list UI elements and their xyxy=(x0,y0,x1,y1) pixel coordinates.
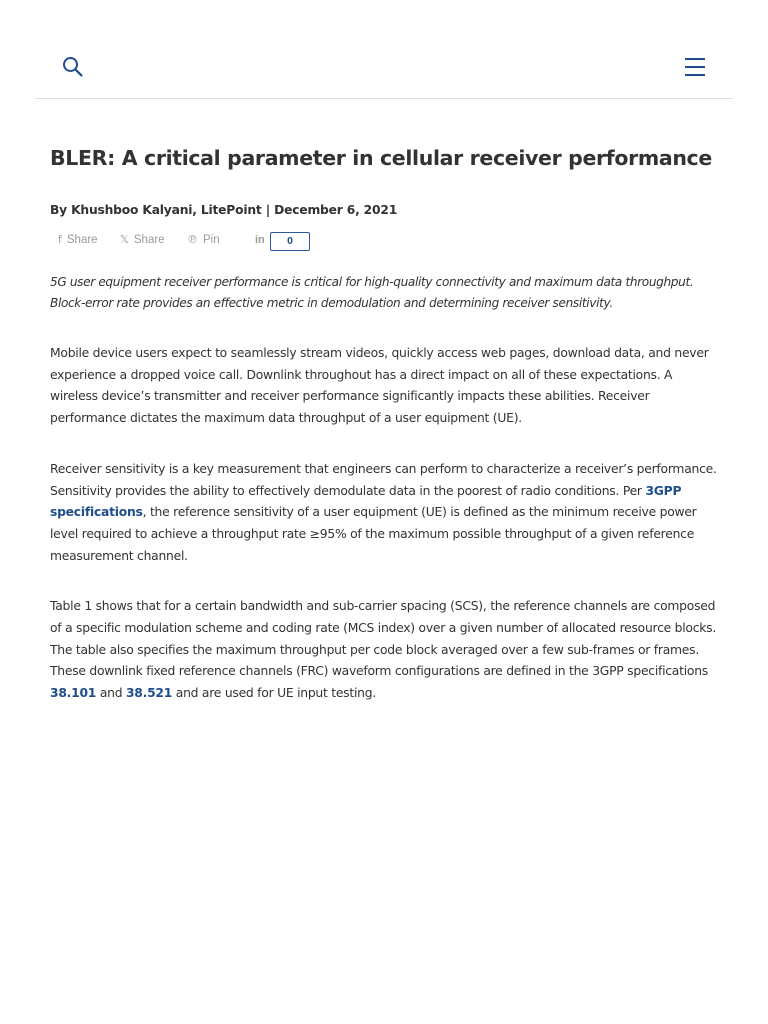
linkedin-share-count: 0 xyxy=(270,232,310,251)
article-byline: By Khushboo Kalyani, LitePoint | December 6, 2021 xyxy=(50,203,398,217)
search-button[interactable] xyxy=(61,55,85,79)
paragraph-2-text-start: Receiver sensitivity is a key measurement that engineers can perform to characterize a receiver’s performance. Sensitivity provides the ability to effectively demodulate data in the poorest of radio conditions. Per xyxy=(50,461,717,498)
linkedin-icon[interactable]: in xyxy=(255,234,265,246)
x-icon: 𝕏 xyxy=(120,233,129,246)
pinterest-pin-label: Pin xyxy=(203,234,220,246)
menu-button[interactable] xyxy=(683,56,707,78)
pinterest-icon: ℗ xyxy=(187,233,198,246)
article-title: BLER: A critical parameter in cellular receiver performance xyxy=(50,146,712,170)
article-paragraph-1: Mobile device users expect to seamlessly stream videos, quickly access web pages, download data, and never experience a dropped voice call. Downlink throughout has a direct impact on all of these expectations. A wireless device’s transmitter and receiver performance significantly impacts these abilities. Receiver performance dictates the maximum data throughput of a user equipment (UE). xyxy=(50,346,709,426)
article-paragraph-3 xyxy=(50,596,718,705)
3gpp-specifications-link[interactable]: 3GPP specifications xyxy=(50,483,682,520)
spec-38521-link[interactable]: 38.521 xyxy=(125,686,173,701)
paragraph-3-text-end: and are used for UE input testing. xyxy=(172,686,376,701)
x-share-label: Share xyxy=(133,234,165,246)
hamburger-menu-icon xyxy=(683,56,707,78)
paragraph-3-text-start: Table 1 shows that for a certain bandwidth and sub-carrier spacing (SCS), the reference channels are composed of a specific modulation scheme and coding rate (MCS index) over a given number of allocated resource blocks. The table also specifies the maximum throughput per code block averaged over a few sub-frames or frames. These downlink fixed reference channels (FRC) waveform configurations are defined in the 3GPP specifications xyxy=(50,599,716,679)
facebook-share-button[interactable] xyxy=(58,230,98,250)
article-intro: 5G user equipment receiver performance is critical for high-quality connectivity and maximum data throughput. Block-error rate provides an effective metric in demodulation and determining receiver sensitivity. xyxy=(50,275,694,310)
pinterest-pin-button[interactable] xyxy=(187,230,220,250)
site-header xyxy=(35,0,733,99)
article xyxy=(50,138,718,705)
x-share-button[interactable] xyxy=(120,230,165,250)
search-icon xyxy=(61,55,85,79)
share-bar xyxy=(50,230,718,250)
article-paragraph-2 xyxy=(50,459,718,568)
spec-38101-link[interactable]: 38.101 xyxy=(50,686,97,701)
facebook-share-label: Share xyxy=(66,234,98,246)
facebook-icon: f xyxy=(58,233,62,246)
paragraph-2-text-end: , the reference sensitivity of a user equipment (UE) is defined as the minimum receive power level required to achieve a throughput rate ≥95% of the maximum possible throughput of a given reference measurement channel. xyxy=(50,505,697,563)
paragraph-3-text-middle: and xyxy=(96,686,126,701)
